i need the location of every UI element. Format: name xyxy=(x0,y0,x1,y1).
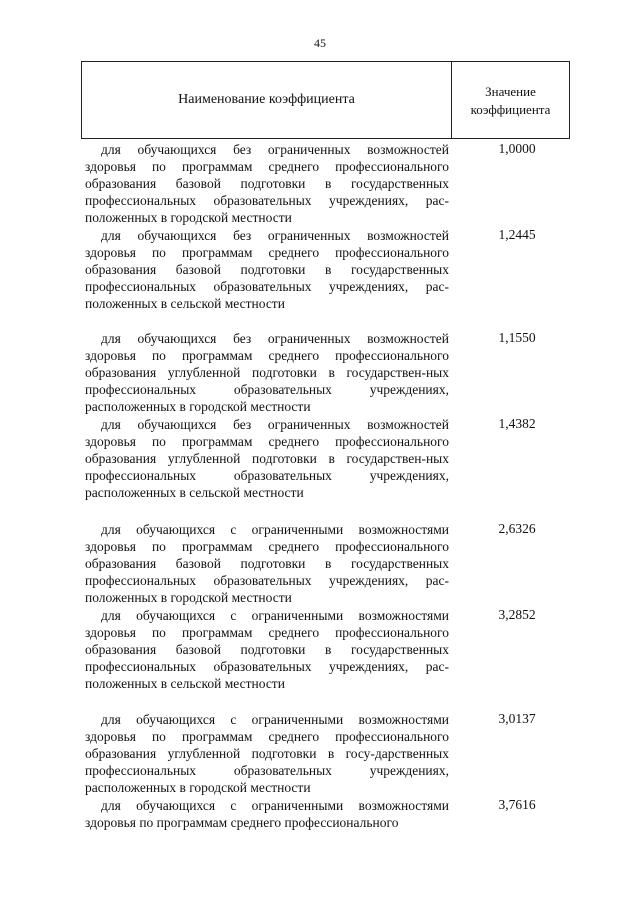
row-value: 3,7616 xyxy=(498,797,536,812)
row-text: для обучающихся с ограниченными возможностями здоровья по программам среднего профессионального xyxy=(85,798,449,830)
row-value: 1,2445 xyxy=(498,227,536,242)
row-text: для обучающихся с ограниченными возможностями здоровья по программам среднего профессионального образования базовой подготовки в государственных профессиональных образовательных учреждениях, рас-положенных в городской местности xyxy=(85,522,449,605)
table-row xyxy=(85,330,625,415)
row-text: для обучающихся без ограниченных возможностей здоровья по программам среднего профессионального образования базовой подготовки в государственных профессиональных образовательных учреждениях, рас-положенных в сельской местности xyxy=(85,228,449,311)
table-row xyxy=(85,227,625,312)
page-number: 45 xyxy=(314,36,326,50)
table-row xyxy=(85,607,625,692)
header-value-line1: Значение xyxy=(485,84,536,99)
row-text: для обучающихся без ограниченных возможностей здоровья по программам среднего профессионального образования базовой подготовки в государственных профессиональных образовательных учреждениях, рас-положенных в городской местности xyxy=(85,142,449,225)
row-value: 1,4382 xyxy=(498,416,536,431)
table-row xyxy=(85,797,625,831)
table-row xyxy=(85,521,625,606)
row-value: 1,0000 xyxy=(498,141,536,156)
table-row xyxy=(85,711,625,796)
table-row xyxy=(85,416,625,501)
header-value-line2: коэффициента xyxy=(470,102,551,117)
row-value: 3,2852 xyxy=(498,607,536,622)
row-value: 1,1550 xyxy=(498,330,536,345)
table-row xyxy=(85,141,625,226)
row-text: для обучающихся с ограниченными возможностями здоровья по программам среднего профессионального образования базовой подготовки в государственных профессиональных образовательных учреждениях, рас-положенных в сельской местности xyxy=(85,608,449,691)
header-name-column: Наименование коэффициента xyxy=(178,92,355,107)
row-text: для обучающихся без ограниченных возможностей здоровья по программам среднего профессионального образования углубленной подготовки в государствен-ных профессиональных образовательных учреждениях, расположенных в сельской местности xyxy=(85,417,449,500)
row-value: 3,0137 xyxy=(498,711,536,726)
row-text: для обучающихся без ограниченных возможностей здоровья по программам среднего профессионального образования углубленной подготовки в государствен-ных профессиональных образовательных учреждениях, расположенных в городской местности xyxy=(85,331,449,414)
row-text: для обучающихся с ограниченными возможностями здоровья по программам среднего профессионального образования углубленной подготовки в госу-дарственных профессиональных образовательных учреждениях, расположенных в городской местности xyxy=(85,712,449,795)
row-value: 2,6326 xyxy=(498,521,536,536)
